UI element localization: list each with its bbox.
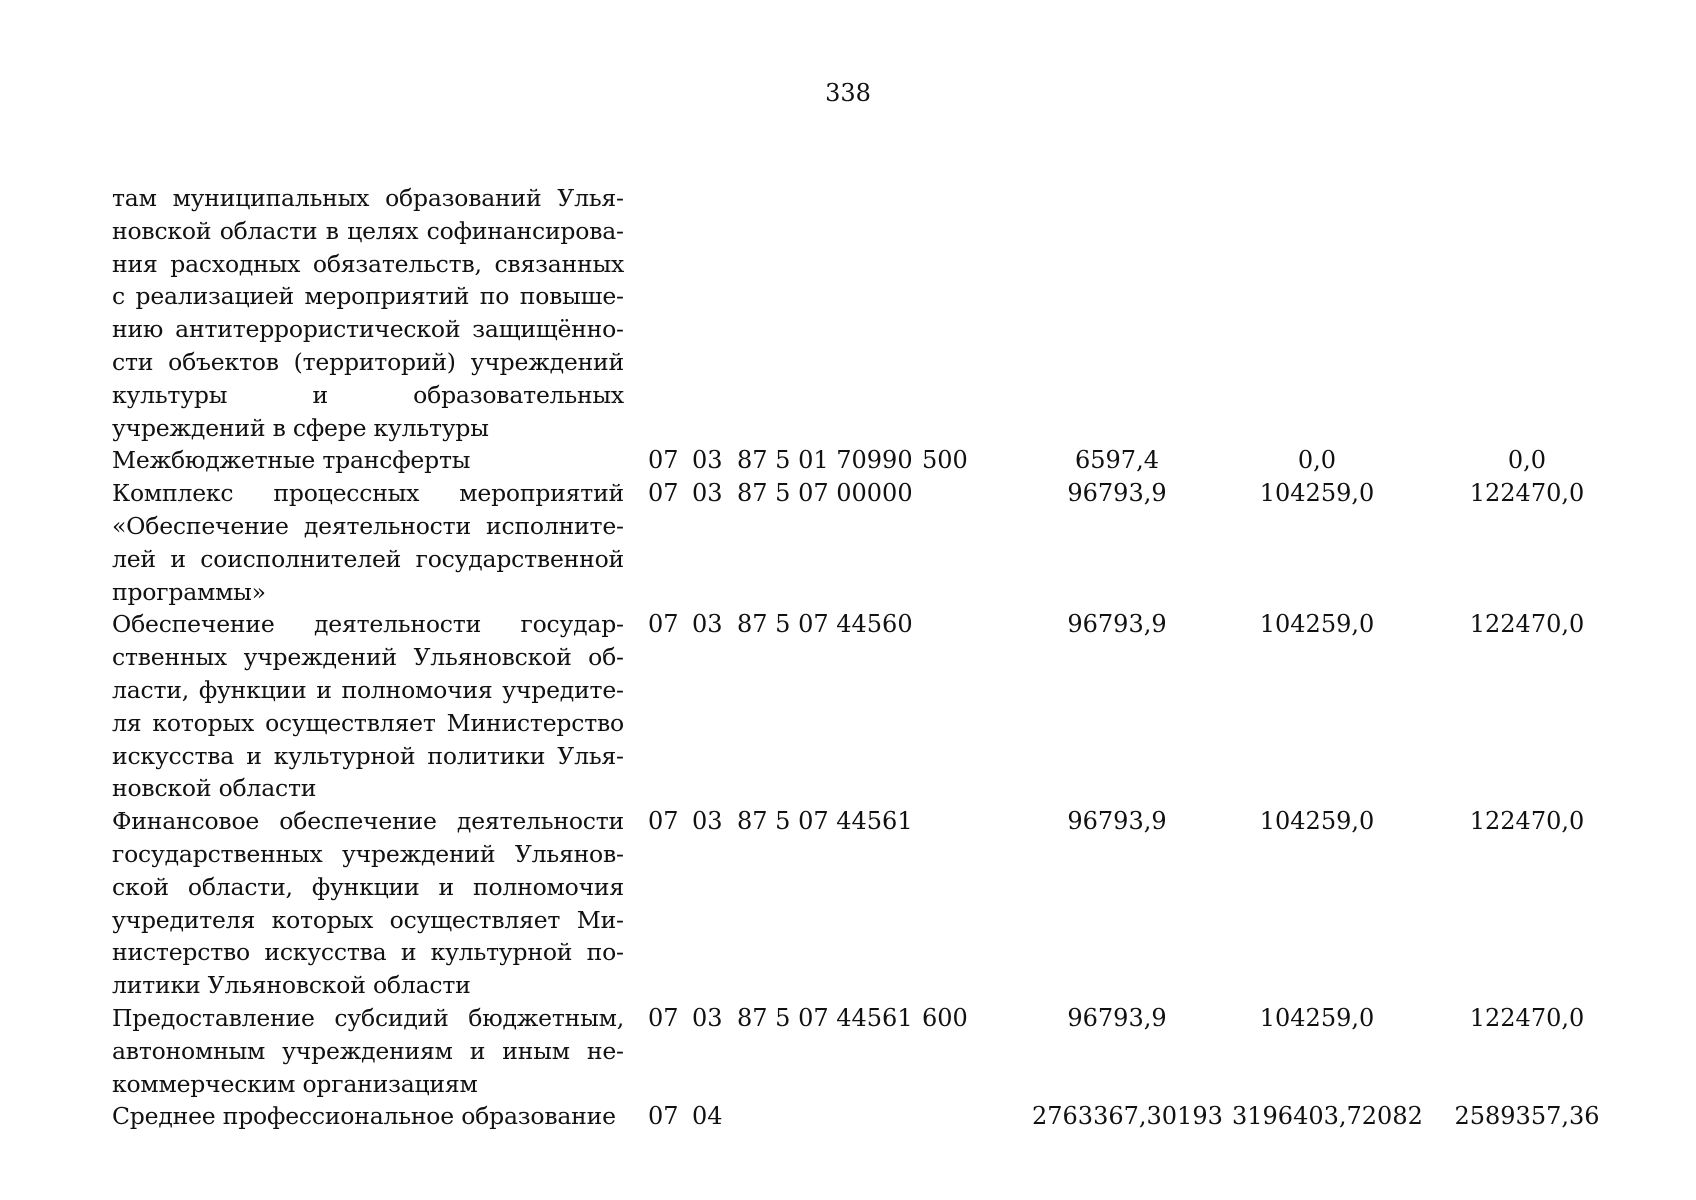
target-article-code: 87 5 07 00000 xyxy=(737,479,913,508)
target-article-code: 87 5 07 44561 xyxy=(737,1003,913,1032)
expense-type-code: 600 xyxy=(922,1003,968,1032)
amount-year-1: 96793,9 xyxy=(1067,807,1167,836)
amount-year-2: 0,0 xyxy=(1297,446,1337,475)
table-row xyxy=(112,1100,1612,1133)
amount-year-1: 96793,9 xyxy=(1067,610,1167,639)
amount-year-3: 122470,0 xyxy=(1469,479,1585,508)
table-row xyxy=(112,805,1612,1002)
amount-year-2: 104259,0 xyxy=(1259,610,1375,639)
amount-year-1: 96793,9 xyxy=(1067,1003,1167,1032)
amount-year-3: 0,0 xyxy=(1507,446,1547,475)
row-description: там муниципальных образований Ульяновской области в целях софинансирования расходных обязательств, связанных с реализацией мероприятий по повышению антитеррористической защищённости объектов (территорий) учреждений культуры и образовательных учреждений в сфере культуры xyxy=(112,184,624,442)
amount-year-3: 122470,0 xyxy=(1469,610,1585,639)
row-description: Среднее профессиональное образование xyxy=(112,1102,616,1131)
amount-year-2: 104259,0 xyxy=(1259,1003,1375,1032)
row-description: Комплекс процессных мероприятий «Обеспечение деятельности исполнителей и соисполнителей государственной программы» xyxy=(112,479,624,606)
row-description: Обеспечение деятельности государственных учреждений Ульяновской области, функции и полномочия учредителя которых осуществляет Министерство искусства и культурной политики Ульяновской области xyxy=(112,610,624,803)
amount-year-2: 3196403,72082 xyxy=(1232,1102,1423,1131)
target-article-code: 87 5 07 44561 xyxy=(737,807,913,836)
amount-year-3: 2589357,36 xyxy=(1454,1102,1600,1131)
table-row xyxy=(112,477,1612,608)
row-description: Финансовое обеспечение деятельности государственных учреждений Ульяновской области, функции и полномочия учредителя которых осуществляет Министерство искусства и культурной политики Ульяновской области xyxy=(112,807,624,1000)
subsection-code: 03 xyxy=(692,807,723,836)
amount-year-3: 122470,0 xyxy=(1469,1003,1585,1032)
subsection-code: 03 xyxy=(692,446,723,475)
amount-year-1: 2763367,30193 xyxy=(1032,1102,1223,1131)
section-code: 07 xyxy=(648,479,679,508)
amount-year-2: 104259,0 xyxy=(1259,479,1375,508)
section-code: 07 xyxy=(648,446,679,475)
row-description: Межбюджетные трансферты xyxy=(112,446,471,475)
row-description: Предоставление субсидий бюджетным, автономным учреждениям и иным некоммерческим организациям xyxy=(112,1003,624,1098)
section-code: 07 xyxy=(648,807,679,836)
expense-type-code: 500 xyxy=(922,446,968,475)
amount-year-2: 104259,0 xyxy=(1259,807,1375,836)
section-code: 07 xyxy=(648,1102,679,1131)
subsection-code: 03 xyxy=(692,610,723,639)
table-row xyxy=(112,1002,1612,1100)
table-row xyxy=(112,182,1612,444)
amount-year-1: 96793,9 xyxy=(1067,479,1167,508)
target-article-code: 87 5 01 70990 xyxy=(737,446,913,475)
table-row xyxy=(112,444,1612,477)
amount-year-3: 122470,0 xyxy=(1469,807,1585,836)
page-number: 338 xyxy=(825,79,871,107)
subsection-code: 03 xyxy=(692,479,723,508)
subsection-code: 04 xyxy=(692,1102,723,1131)
amount-year-1: 6597,4 xyxy=(1075,446,1159,475)
subsection-code: 03 xyxy=(692,1003,723,1032)
table-row xyxy=(112,608,1612,805)
target-article-code: 87 5 07 44560 xyxy=(737,610,913,639)
budget-table xyxy=(112,182,1612,1133)
section-code: 07 xyxy=(648,1003,679,1032)
section-code: 07 xyxy=(648,610,679,639)
